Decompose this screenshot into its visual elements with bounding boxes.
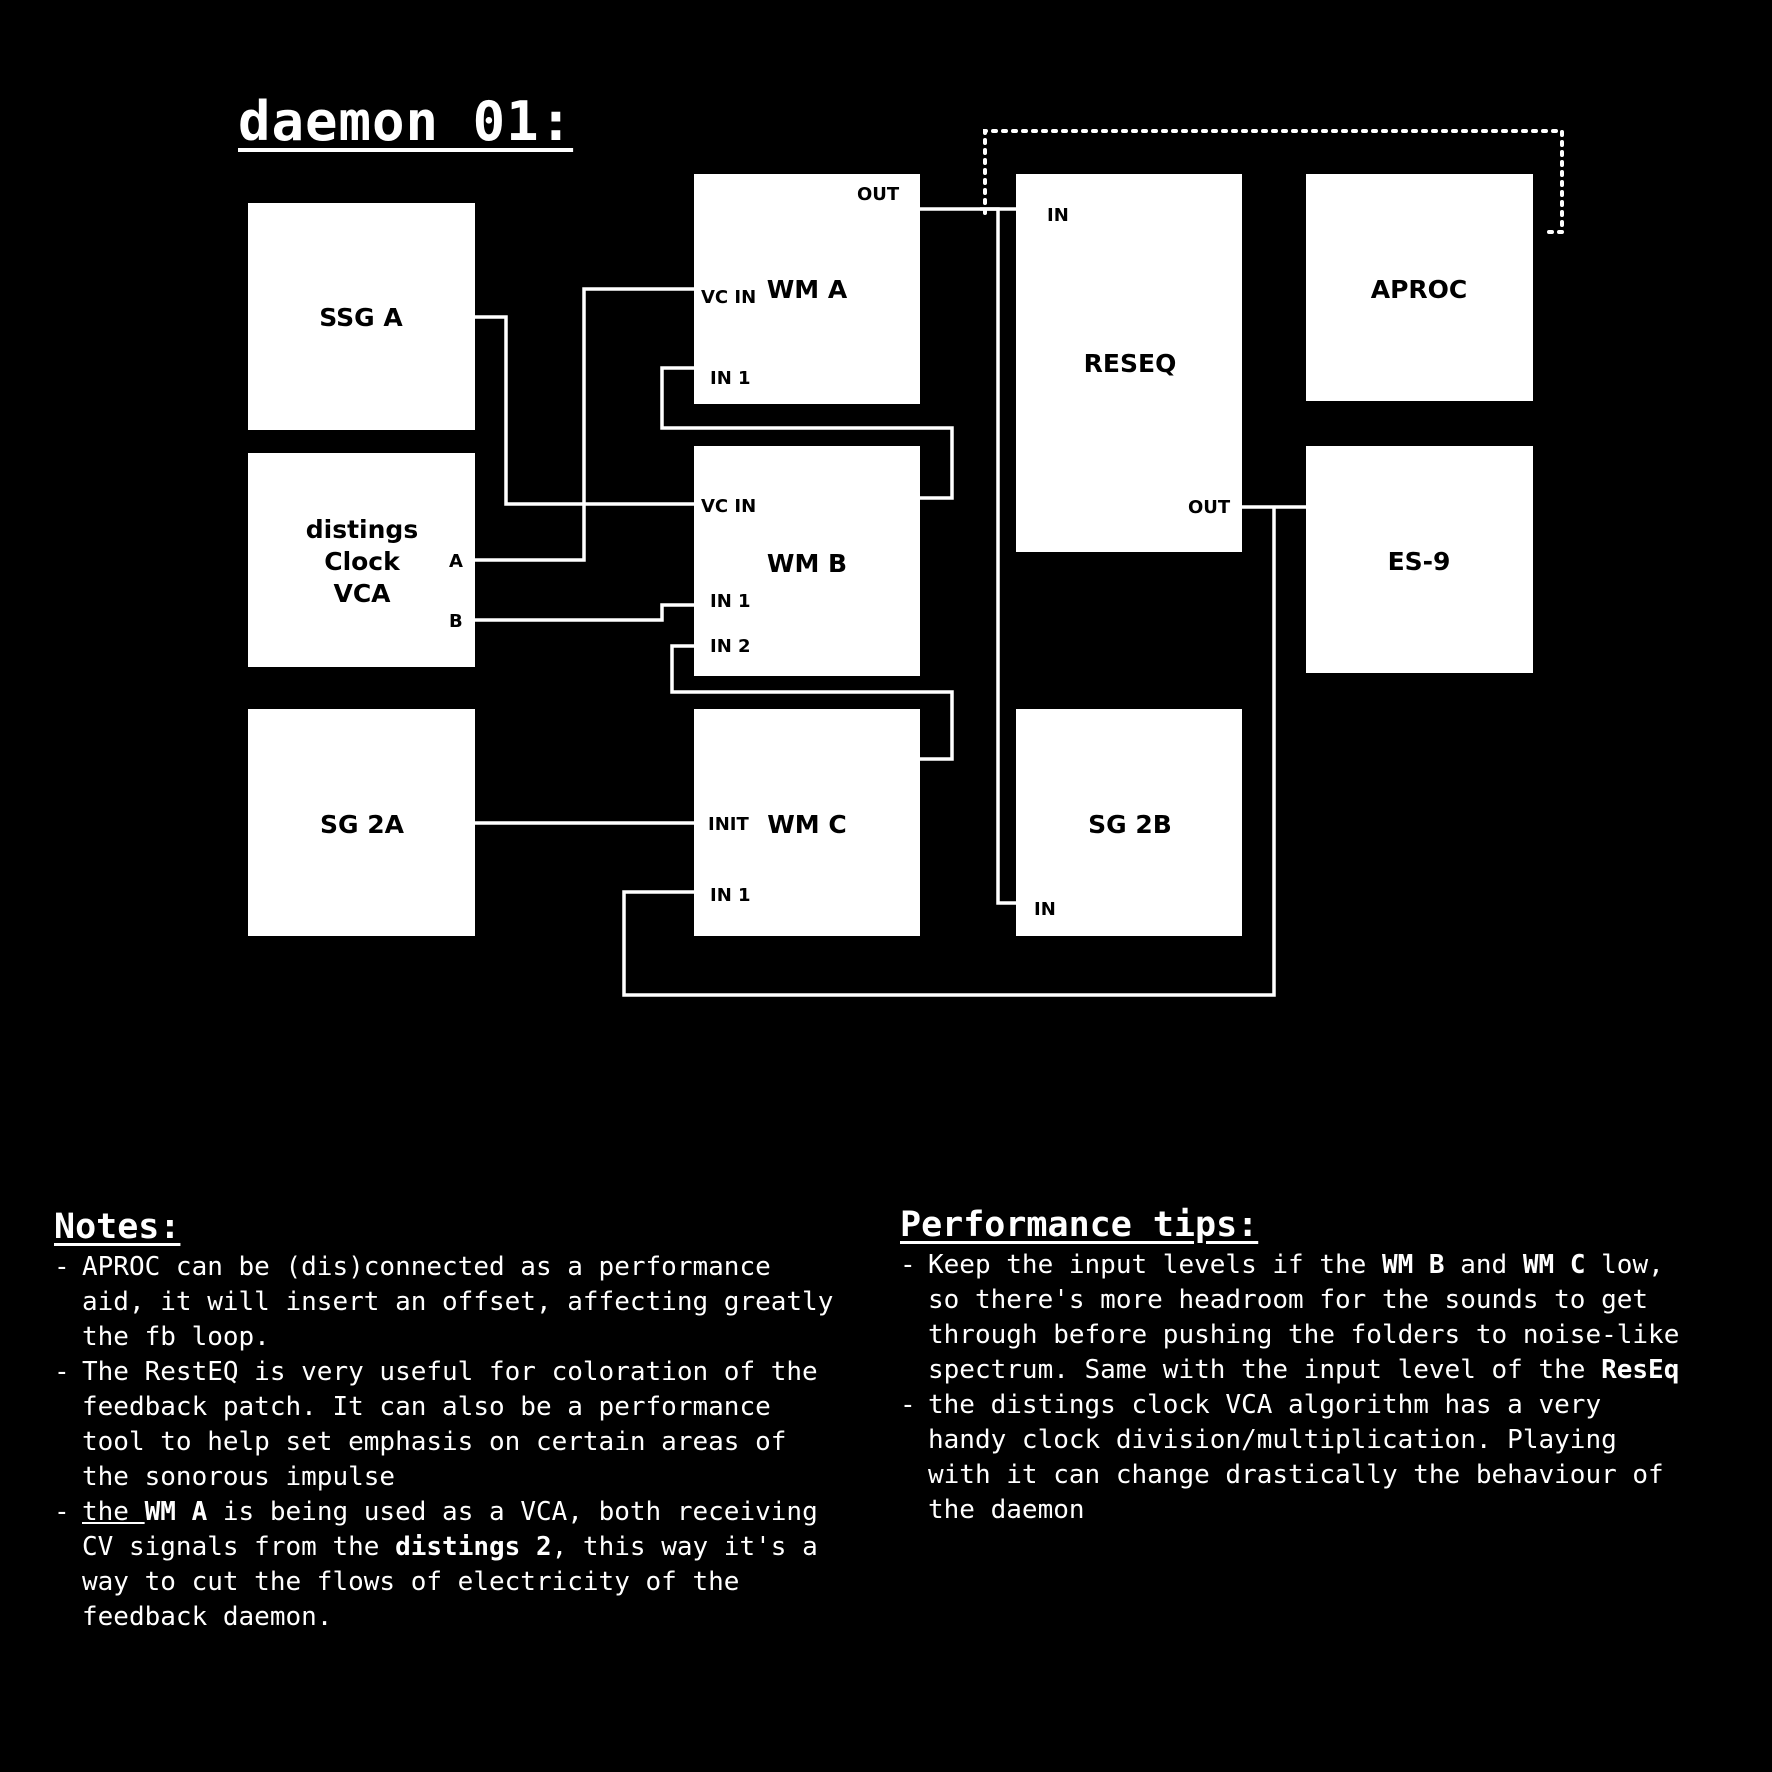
tips-item — [900, 1248, 1690, 1388]
port-label: IN — [1034, 899, 1056, 920]
tips-emphasis: WM B — [1381, 1250, 1445, 1280]
module-label: ES-9 — [1387, 547, 1451, 576]
port-label: IN 1 — [710, 591, 751, 612]
module-label: WM B — [766, 549, 848, 578]
port-label: INIT — [708, 814, 749, 835]
notes-item-text: APROC can be (dis)connected as a performance aid, it will insert an offset, affecting greatly the fb loop. — [82, 1252, 834, 1352]
notes-item — [54, 1250, 844, 1355]
module-sg-2a — [248, 709, 475, 936]
notes-item-text: is being used as a VCA, both receiving CV signals from the — [82, 1497, 818, 1562]
performance-tips-section — [900, 1204, 1690, 1528]
module-ssg-a — [248, 203, 475, 430]
port-label: IN — [1047, 205, 1069, 226]
module-label-line-3: VCA — [333, 579, 391, 608]
module-es-9 — [1306, 446, 1533, 673]
port-label: OUT — [1188, 497, 1231, 518]
module-distings-clock-vca — [248, 453, 475, 667]
notes-section — [54, 1206, 844, 1635]
module-label: RESEQ — [1083, 349, 1177, 378]
tips-heading: Performance tips: — [900, 1205, 1259, 1245]
module-label: APROC — [1370, 275, 1468, 304]
notes-item-text: The RestEQ is very useful for coloration of the feedback patch. It can also be a performance tool to help set emphasis on certain areas of the sonorous impulse — [82, 1357, 818, 1492]
notes-item-text: the — [82, 1497, 145, 1527]
cable-distings-b-to-wmb-in1 — [475, 605, 694, 620]
module-label-line-1: distings — [305, 515, 419, 544]
module-label: SG 2A — [320, 810, 404, 839]
notes-list — [54, 1250, 844, 1635]
notes-emphasis: distings 2 — [395, 1532, 552, 1562]
tips-item-text: Keep the input levels if the — [928, 1250, 1382, 1280]
module-wm-a — [694, 174, 920, 404]
notes-heading: Notes: — [54, 1207, 181, 1247]
port-label: IN 2 — [710, 636, 751, 657]
diagram-title: daemon 01: — [238, 90, 574, 153]
module-wm-b — [694, 446, 920, 676]
module-wm-c — [694, 709, 920, 936]
port-label: B — [449, 611, 463, 632]
cable-wma-out-to-sg2b-in — [980, 209, 1016, 903]
tips-item-text: the distings clock VCA algorithm has a very handy clock division/multiplication. Playing with it can change drastically the behaviour of the daemon — [928, 1390, 1664, 1525]
notes-item-text: , this way it's a way to cut the flows of electricity of the feedback daemon. — [82, 1532, 818, 1632]
module-aproc — [1306, 174, 1533, 401]
port-label: IN 1 — [710, 885, 751, 906]
tips-item-text: low, so there's more headroom for the sounds to get through before pushing the folders to noise-like spectrum. Same with the input level of the — [928, 1250, 1680, 1385]
module-sg-2b — [1016, 709, 1242, 936]
tips-item-text: and — [1444, 1250, 1523, 1280]
module-label: SSG A — [319, 303, 403, 332]
port-label: IN 1 — [710, 368, 751, 389]
port-label: VC IN — [701, 287, 757, 308]
tips-emphasis: ResEq — [1601, 1355, 1680, 1385]
module-label: WM A — [766, 275, 848, 304]
port-label: VC IN — [701, 496, 757, 517]
module-label: WM C — [767, 810, 847, 839]
port-label: A — [449, 551, 463, 572]
port-label: OUT — [857, 184, 900, 205]
module-label: SG 2B — [1088, 810, 1172, 839]
notes-emphasis: WM A — [144, 1497, 208, 1527]
module-reseq — [1016, 174, 1242, 552]
notes-item — [54, 1495, 844, 1635]
notes-item — [54, 1355, 844, 1495]
tips-emphasis: WM C — [1522, 1250, 1586, 1280]
tips-list — [900, 1248, 1690, 1528]
module-label-line-2: Clock — [324, 547, 400, 576]
tips-item — [900, 1388, 1690, 1528]
